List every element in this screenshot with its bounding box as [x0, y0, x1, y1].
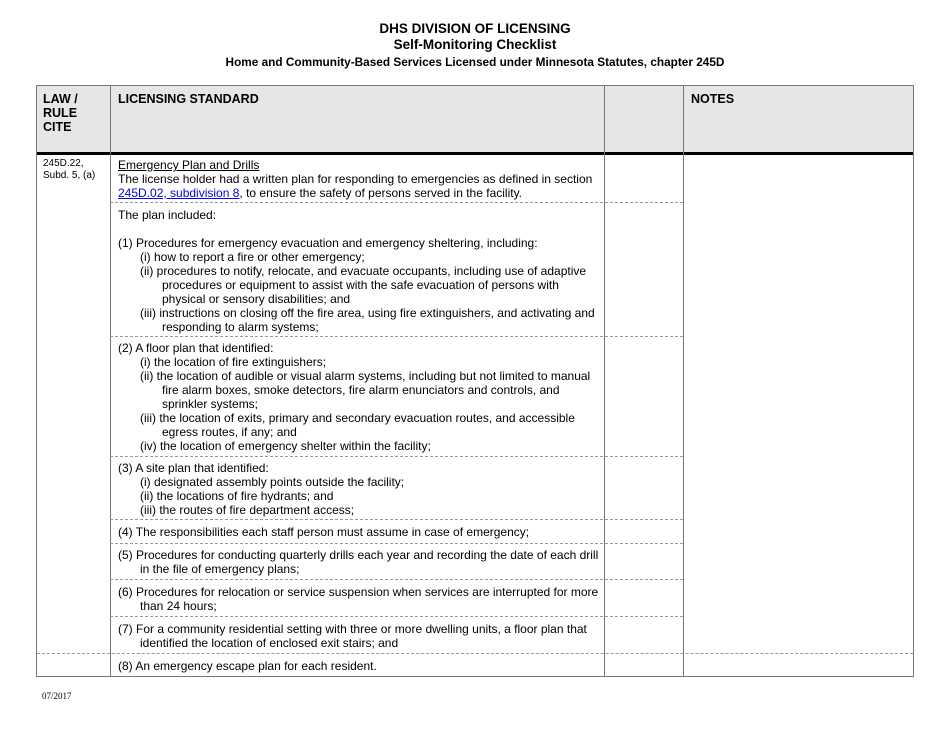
standard-item-6: (6) Procedures for relocation or service suspension when services are interrupted for more than 24 hours; — [118, 585, 599, 613]
standard-item-5: (5) Procedures for conducting quarterly drills each year and recording the date of each drill in the file of emergency plans; — [118, 548, 599, 576]
row-divider — [110, 456, 683, 457]
column-divider — [110, 86, 111, 676]
column-divider — [604, 86, 605, 676]
column-divider — [683, 86, 684, 676]
checklist-table — [36, 85, 914, 677]
standard-text: The license holder had a written plan for responding to emergencies as defined in section 245D.02, subdivision 8, to ensure the safety of persons served in the facility. — [118, 172, 593, 200]
header-law-cite: LAW / RULE CITE — [43, 92, 78, 134]
row-divider — [110, 519, 683, 520]
standard-item-1: The plan included: (1) Procedures for emergency evacuation and emergency sheltering, including: (i) how to report a fire or other emergency; (ii) procedures to notify, relocate, and evacuate occupants, including use of adaptive procedures or equipment to assist with the safe evacuation of persons with physical or sensory disabilities; and (iii) instructions on closing off the fire area, using fire extinguishers, and activating and responding to alarm systems; — [118, 208, 595, 334]
standard-item-8: (8) An emergency escape plan for each resident. — [118, 659, 377, 673]
standard-item-4: (4) The responsibilities each staff person must assume in case of emergency; — [118, 525, 530, 539]
standard-emergency-plan — [118, 158, 600, 200]
header-divider — [37, 152, 913, 155]
row-divider — [110, 616, 683, 617]
law-cite: 245D.22, Subd. 5, (a) — [43, 158, 96, 181]
standard-item-7: (7) For a community residential setting with three or more dwelling units, a floor plan that identified the location of enclosed exit stairs; and — [118, 622, 587, 650]
statute-link[interactable]: 245D.02, subdivision 8 — [118, 186, 240, 200]
revision-date: 07/2017 — [42, 691, 72, 701]
page-subtitle: Self-Monitoring Checklist — [393, 37, 557, 52]
row-divider — [110, 579, 683, 580]
page-title: DHS DIVISION OF LICENSING — [379, 21, 571, 36]
header-notes: NOTES — [691, 92, 735, 106]
standard-item-2: (2) A floor plan that identified: (i) the location of fire extinguishers; (ii) the location of audible or visual alarm systems, including but not limited to manual fire alarm boxes, smoke detectors, fire alarm enunciators and controls, and sprinkler systems; (iii) the location of exits, primary and secondary evacuation routes, and accessible egress routes, if any; and (iv) the location of emergency shelter within the facility; — [118, 341, 591, 453]
page-description: Home and Community-Based Services Licensed under Minnesota Statutes, chapter 245D — [225, 55, 725, 69]
row-divider — [110, 202, 683, 203]
row-divider — [110, 336, 683, 337]
row-divider — [37, 653, 913, 654]
standard-heading: Emergency Plan and Drills — [118, 158, 260, 172]
row-divider — [110, 543, 683, 544]
standard-item-3: (3) A site plan that identified: (i) designated assembly points outside the facility; (ii) the locations of fire hydrants; and (iii) the routes of fire department access; — [118, 461, 405, 517]
header-licensing-standard: LICENSING STANDARD — [118, 92, 259, 106]
